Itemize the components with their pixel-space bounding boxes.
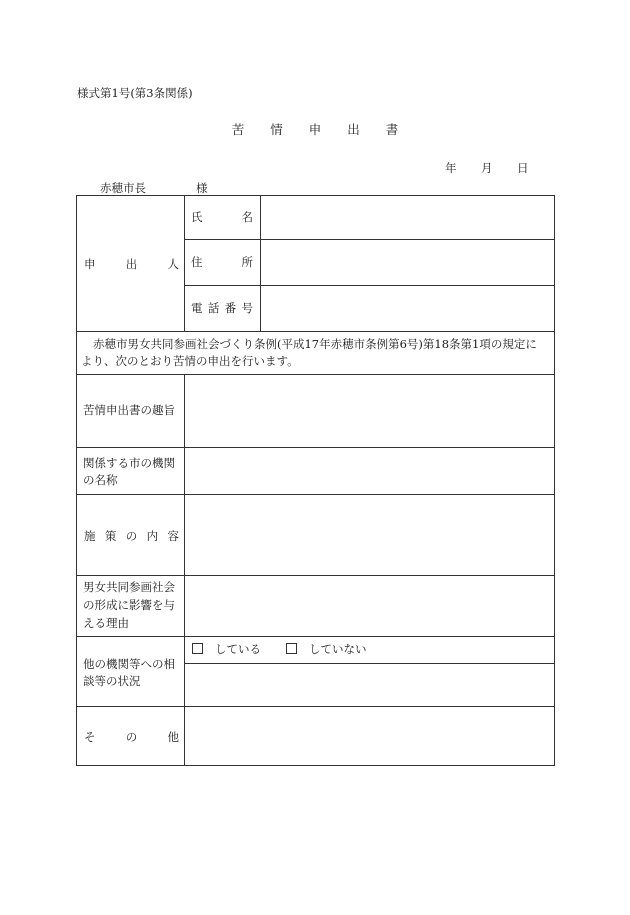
checkbox-icon[interactable] — [286, 643, 297, 654]
applicant-name-input[interactable] — [267, 198, 553, 238]
row-divider — [77, 494, 555, 495]
addressee: 赤穂市長 — [100, 181, 146, 195]
row-divider — [77, 575, 555, 576]
option-yes[interactable] — [192, 641, 261, 658]
other-label: そ の 他 — [84, 730, 179, 744]
column-divider — [184, 374, 185, 766]
reason-label-line-3: える理由 — [83, 616, 129, 630]
agency-label-line-1: 関係する市の機関 — [83, 456, 175, 470]
row-divider — [77, 374, 555, 375]
consult-label-line-2: 談等の状況 — [83, 674, 141, 688]
title-char: 情 — [270, 122, 283, 137]
date-month-label: 月 — [481, 161, 493, 175]
name-label: 氏 名 — [191, 210, 253, 224]
reason-label-line-1: 男女共同参画社会 — [83, 580, 175, 594]
row-divider — [77, 447, 555, 448]
row-divider — [77, 331, 555, 332]
column-divider — [260, 196, 261, 331]
option-yes-label: している — [215, 642, 261, 656]
agency-label-line-2: の名称 — [83, 473, 118, 487]
address-label: 住 所 — [191, 255, 253, 269]
document-title — [0, 120, 630, 138]
reason-label-line-2: の形成に影響を与 — [83, 598, 175, 612]
date-year-label: 年 — [445, 161, 457, 175]
measure-label: 施 策 の 内 容 — [84, 529, 179, 543]
addressee-suffix: 様 — [196, 181, 208, 195]
consult-label-line-1: 他の機関等への相 — [83, 657, 175, 671]
row-divider — [184, 663, 555, 664]
title-char: 書 — [385, 122, 399, 137]
title-char: 出 — [347, 122, 360, 137]
date-day-label: 日 — [517, 161, 529, 175]
statement-line-2: より、次のとおり苦情の申出を行います。 — [81, 354, 299, 368]
purpose-field[interactable] — [187, 377, 553, 445]
other-field[interactable] — [187, 709, 553, 764]
row-divider — [77, 636, 555, 637]
option-no[interactable] — [286, 641, 367, 658]
name-field[interactable] — [267, 240, 553, 284]
form-number: 様式第1号(第3条関係) — [77, 86, 193, 100]
purpose-label: 苦情申出書の趣旨 — [83, 403, 175, 417]
statement-line-1: 赤穂市男女共同参画社会づくり条例(平成17年赤穂市条例第6号)第18条第1項の規定に — [93, 337, 537, 351]
phone-label: 電 話 番 号 — [191, 301, 253, 315]
title-char: 申 — [308, 122, 322, 137]
option-no-label: していない — [309, 642, 367, 656]
agency-field[interactable] — [187, 450, 553, 492]
applicant-label: 申 出 人 — [84, 257, 179, 271]
title-char: 苦 — [231, 122, 245, 137]
measure-field[interactable] — [187, 497, 553, 573]
complaint-form-table — [76, 195, 555, 766]
row-divider — [77, 706, 555, 707]
consult-detail-field[interactable] — [187, 666, 553, 704]
checkbox-icon[interactable] — [192, 643, 203, 654]
address-field[interactable] — [267, 286, 553, 330]
reason-field[interactable] — [187, 578, 553, 634]
column-divider — [184, 196, 185, 331]
